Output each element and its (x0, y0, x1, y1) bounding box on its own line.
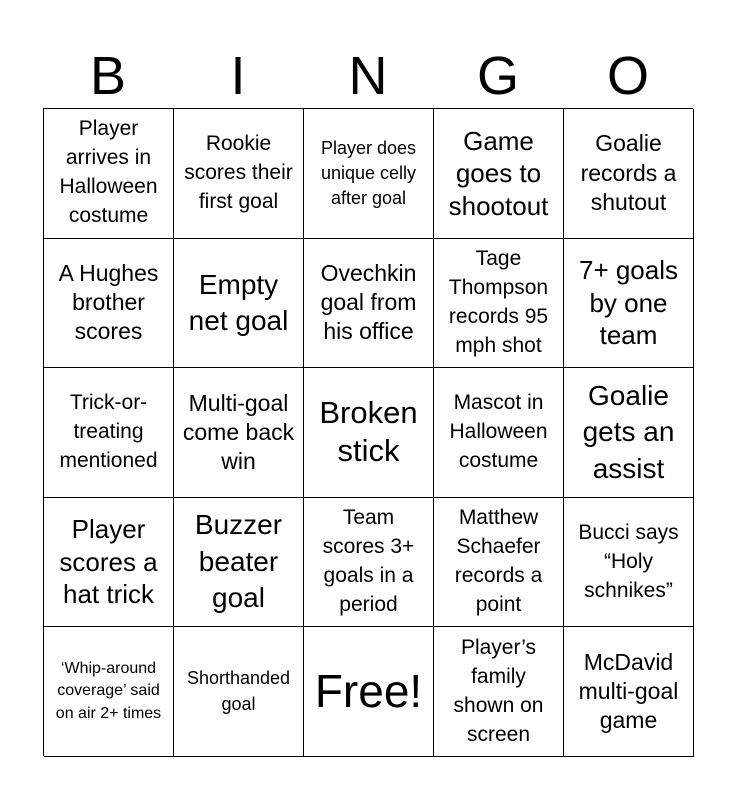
bingo-cell-r3-c1[interactable] (44, 368, 174, 498)
bingo-cell-r3-c4[interactable] (434, 368, 564, 498)
bingo-cell-r4-c4[interactable] (434, 498, 564, 628)
header-letter-o: O (606, 46, 649, 106)
bingo-cell-text: Empty net goal (188, 268, 289, 336)
bingo-cell-text: Player does unique celly after goal (320, 137, 417, 208)
bingo-cell-r5-c1[interactable] (44, 627, 174, 757)
bingo-cell-text: Player arrives in Halloween costume (59, 117, 158, 228)
bingo-cell-r4-c1[interactable] (44, 498, 174, 628)
bingo-cell-r3-c2[interactable] (174, 368, 304, 498)
bingo-cell-r1-c3[interactable] (304, 109, 434, 239)
bingo-cell-text: McDavid multi-goal game (578, 648, 679, 734)
bingo-cell-text: Tage Thompson records 95 mph shot (448, 246, 549, 357)
header-letter-n: N (348, 46, 388, 106)
bingo-cell-text: Matthew Schaefer records a point (454, 506, 543, 617)
bingo-cell-text: Bucci says “Holy schnikes” (578, 520, 679, 602)
bingo-cell-text: Player’s family shown on screen (453, 635, 544, 746)
bingo-cell-r1-c1[interactable] (44, 109, 174, 239)
bingo-cell-text: Free! (314, 665, 423, 718)
bingo-cell-text: Mascot in Halloween costume (449, 391, 548, 472)
bingo-free-space[interactable] (304, 627, 434, 757)
header-letter-g: G (476, 46, 519, 106)
bingo-cell-r2-c5[interactable] (564, 239, 694, 369)
header-letter-i: I (230, 46, 246, 106)
bingo-cell-text: Player scores a hat trick (59, 514, 158, 610)
bingo-cell-text: Trick-or-treating mentioned (59, 391, 158, 472)
bingo-cell-text: 7+ goals by one team (578, 255, 679, 351)
bingo-cell-text: Broken stick (319, 394, 418, 469)
bingo-cell-r5-c4[interactable] (434, 627, 564, 757)
bingo-cell-r3-c5[interactable] (564, 368, 694, 498)
bingo-cell-r2-c2[interactable] (174, 239, 304, 369)
bingo-cell-r4-c3[interactable] (304, 498, 434, 628)
bingo-cell-r2-c3[interactable] (304, 239, 434, 369)
bingo-cell-text: Game goes to shootout (448, 125, 549, 221)
bingo-cell-text: Ovechkin goal from his office (320, 260, 417, 345)
bingo-board (43, 108, 693, 756)
bingo-cell-text: Team scores 3+ goals in a period (322, 506, 415, 617)
bingo-cell-r5-c2[interactable] (174, 627, 304, 757)
bingo-cell-text: Multi-goal come back win (182, 389, 295, 475)
bingo-cell-text: Rookie scores their first goal (184, 131, 293, 213)
bingo-cell-r1-c5[interactable] (564, 109, 694, 239)
bingo-cell-text: A Hughes brother scores (58, 260, 159, 345)
bingo-cell-r1-c2[interactable] (174, 109, 304, 239)
bingo-cell-r1-c4[interactable] (434, 109, 564, 239)
bingo-cell-r4-c2[interactable] (174, 498, 304, 628)
bingo-cell-r2-c1[interactable] (44, 239, 174, 369)
bingo-cell-text: ‘Whip-around coverage’ said on air 2+ times (55, 659, 162, 723)
bingo-header (43, 44, 693, 108)
bingo-cell-text: Goalie records a shutout (580, 130, 677, 215)
bingo-cell-r3-c3[interactable] (304, 368, 434, 498)
header-letter-b: B (89, 46, 127, 106)
bingo-cell-r4-c5[interactable] (564, 498, 694, 628)
bingo-cell-text: Buzzer beater goal (194, 509, 283, 614)
bingo-cell-r5-c5[interactable] (564, 627, 694, 757)
bingo-cell-text: Goalie gets an assist (582, 379, 675, 484)
bingo-cell-text: Shorthanded goal (186, 668, 291, 714)
bingo-cell-r2-c4[interactable] (434, 239, 564, 369)
